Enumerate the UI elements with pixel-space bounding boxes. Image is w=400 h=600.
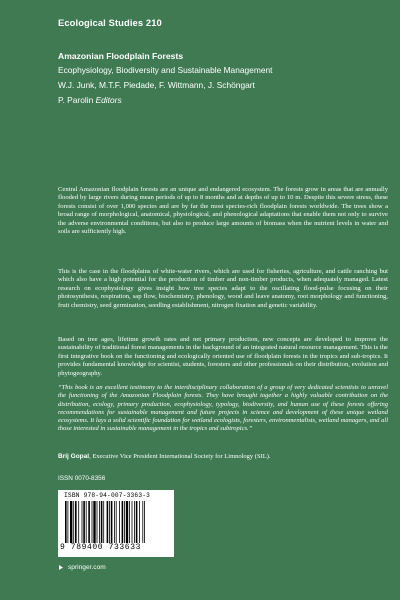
series-heading [58,17,162,28]
issn: ISSN 0070-8356 [58,475,106,482]
book-title: Amazonian Floodplain Forests [58,51,184,61]
series-name: Ecological Studies [58,17,144,28]
quote-author-title: , Executive Vice President International Society for Limnology (SIL). [89,453,271,460]
publisher-url: springer.com [68,564,106,571]
springer-arrow-icon [58,564,65,571]
editors-names-cont [58,95,122,105]
editors-role: Editors [95,95,122,105]
barcode-digits: 9 789400 733633 [60,543,142,552]
editors-names: W.J. Junk, M.T.F. Piedade, F. Wittmann, J. Schöngart [58,80,255,90]
series-volume: 210 [145,17,162,28]
editor-name: P. Parolin [58,95,94,105]
isbn-label: ISBN 978-94-007-3363-3 [64,492,151,499]
publisher-footer [58,564,106,571]
blurb-paragraph-1: Central Amazonian floodplain forests are an unique and endangered ecosystem. The forests grow in areas that are annually flooded by large rivers during mean periods of up to 8 months and at depths of up to 10 m. Despite this severe stress, these forests consist of over 1,000 species and are by far the most species-rich floodplain forests worldwide. The trees show a broad range of morphological, anatomical, physiological, and phenological adaptations that enable them not only to survive the adverse environmental conditions, but also to produce large amounts of biomass when the nutrient levels in water and soils are sufficiently high. [58,186,388,236]
barcode [58,490,174,557]
barcode-bars [64,501,168,543]
endorsement-quote: “This book is an excellent testimony to the interdisciplinary collaboration of a group of very dedicated scientists to unravel the functioning of the Amazonian Floodplain forests. They have brought together a highly valuable contribution on the distribution, ecology, primary production, ecophysiology, typology, biodiversity, and human use of these forests offering recommendations for sustainable management and future projects in science and development of these unique wetland ecosystems. It lays a solid scientific foundation for wetland ecologists, foresters, environmentalists, wetland managers, and all those interested in sustainable management in the tropics and subtropics.” [58,384,388,433]
blurb-paragraph-2: This is the case in the floodplains of white-water rivers, which are used for fisheries, agriculture, and cattle ranching but which also have a high potential for the production of timber and non-timber products, when adequately managed. Latest research on ecophysiology gives insight how tree species adapt to the oscillating flood-pulse focusing on their photosynthesis, respiration, sap flow, biochemistry, phenology, wood and leave anatomy, root morphology and functioning, fruit chemistry, seed germination, seedling establishment, nitrogen fixation and genetic variability. [58,268,388,309]
book-subtitle: Ecophysiology, Biodiversity and Sustainable Management [58,65,273,75]
quote-author: Brij Gopal [58,453,90,460]
blurb-paragraph-3: Based on tree ages, lifetime growth rates and net primary production, new concepts are developed to improve the sustainability of traditional forest managements in the background of an integrated natural resource management. This is the first integrative book on the functioning and ecologically oriented use of floodplain forests in the tropics and sub-tropics. It provides fundamental knowledge for scientist, students, foresters and other professionals on their distribution, evolution and phytogeography. [58,336,388,377]
quote-attribution [58,453,388,460]
